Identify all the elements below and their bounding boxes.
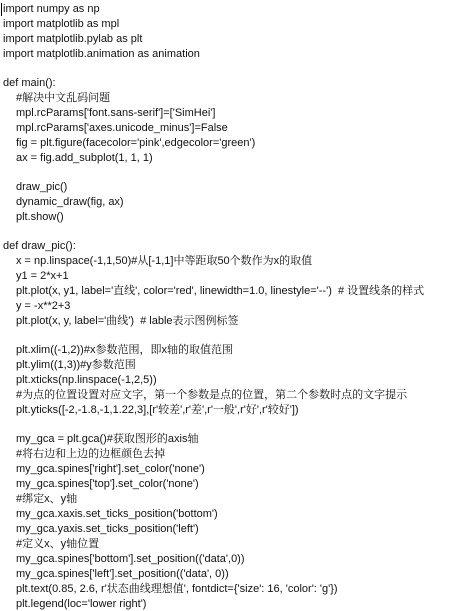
code-line: mpl.rcParams['axes.unicode_minus']=False [16,122,228,134]
code-line: draw_pic() [16,181,68,193]
code-line: def draw_pic(): [3,240,76,252]
code-line: my_gca.yaxis.set_ticks_position('left') [16,523,199,535]
code-line: import numpy as np [3,3,100,15]
code-line: x = np.linspace(-1,1,50)#从[-1,1]中等距取50个数作为x的取值 [16,255,313,267]
code-line: plt.xticks(np.linspace(-1,2,5)) [16,374,157,386]
code-line: ax = fig.add_subplot(1, 1, 1) [16,152,153,164]
code-line: dynamic_draw(fig, ax) [16,196,124,208]
code-line: import matplotlib.pylab as plt [3,33,143,45]
code-line: plt.text(0.85, 2.6, r'状态曲线理想值', fontdict={'size': 16, 'color': 'g'}) [16,583,338,595]
code-line: fig = plt.figure(facecolor='pink',edgecolor='green') [16,137,256,149]
code-line: #为点的位置设置对应文字，第一个参数是点的位置，第二个参数时点的文字提示 [16,389,408,401]
code-line: import matplotlib.animation as animation [3,48,200,60]
code-line: plt.plot(x, y, label='曲线') # lable表示图例标签 [16,315,239,327]
code-line: import matplotlib as mpl [3,18,120,30]
code-line: def main(): [3,77,56,89]
code-line: mpl.rcParams['font.sans-serif']=['SimHei'] [16,107,216,119]
code-line: my_gca.spines['bottom'].set_position(('data',0)) [16,553,245,565]
code-line: my_gca = plt.gca()#获取图形的axis轴 [16,433,199,445]
code-line: #将右边和上边的边框颜色去掉 [16,448,166,460]
text-cursor [1,3,2,16]
code-line: #绑定x、y轴 [16,493,78,505]
code-line: #定义x、y轴位置 [16,538,100,550]
code-line: plt.plot(x, y1, label='直线', color='red', linewidth=1.0, linestyle='--') # 设置线条的样式 [16,285,425,297]
code-line: plt.yticks([-2,-1.8,-1,1.22,3],[r'较差',r'差',r'一般',r'好',r'较好']) [16,404,299,416]
code-line: my_gca.spines['top'].set_color('none') [16,478,199,490]
code-line: y1 = 2*x+1 [16,270,69,282]
code-line: plt.ylim((1,3))#y参数范围 [16,359,136,371]
code-line: plt.legend(loc='lower right') [16,598,147,610]
code-line: #解决中文乱码问题 [16,92,111,104]
code-line: plt.xlim((-1,2))#x参数范围，即x轴的取值范围 [16,344,233,356]
code-line: plt.show() [16,211,64,223]
code-line: my_gca.xaxis.set_ticks_position('bottom') [16,508,218,520]
code-line: my_gca.spines['left'].set_position(('data', 0)) [16,568,229,580]
code-line: y = -x**2+3 [16,300,71,312]
code-line: my_gca.spines['right'].set_color('none') [16,463,205,475]
